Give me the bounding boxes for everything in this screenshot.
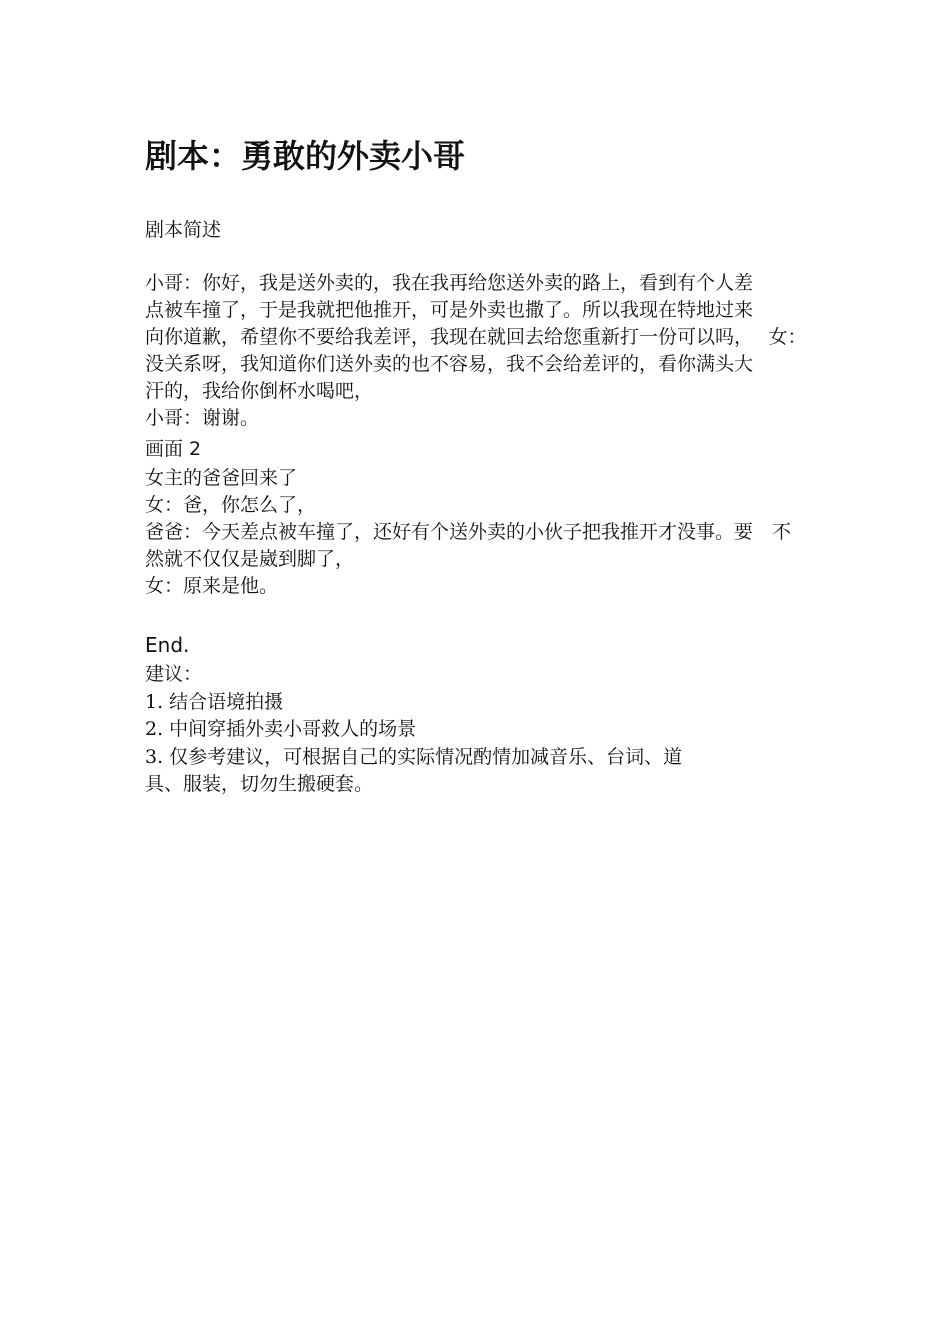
- suggestion-item: 具、服装，切勿生搬硬套。: [145, 773, 374, 795]
- suggestion-item: 2. 中间穿插外卖小哥救人的场景: [145, 718, 417, 740]
- scene-heading: 画面 2: [145, 438, 202, 460]
- script-line: 然就不仅仅是崴到脚了，: [145, 548, 355, 570]
- script-line: 汗的，我给你倒杯水喝吧，: [145, 380, 374, 402]
- suggestion-item: 1. 结合语境拍摄: [145, 691, 284, 713]
- script-line: 女：原来是他。: [145, 575, 279, 597]
- script-line: 小哥：谢谢。: [145, 407, 260, 429]
- suggestion-label: 建议：: [145, 663, 203, 685]
- script-line: 爸爸：今天差点被车撞了，还好有个送外卖的小伙子把我推开才没事。要 不: [145, 521, 792, 543]
- summary-label: 剧本简述: [145, 219, 222, 241]
- end-marker: End.: [145, 633, 190, 657]
- script-line: 女：爸，你怎么了，: [145, 494, 317, 516]
- script-line: 向你道歉，希望你不要给我差评，我现在就回去给您重新打一份可以吗， 女：: [145, 326, 807, 348]
- document-title: 剧本：勇敢的外卖小哥: [145, 137, 466, 175]
- suggestion-item: 3. 仅参考建议，可根据自己的实际情况酌情加减音乐、台词、道: [145, 746, 683, 768]
- script-line: 点被车撞了，于是我就把他推开，可是外卖也撒了。所以我现在特地过来: [145, 299, 754, 321]
- script-line: 没关系呀，我知道你们送外卖的也不容易，我不会给差评的，看你满头大: [145, 353, 754, 375]
- script-line: 女主的爸爸回来了: [145, 467, 298, 489]
- script-line: 小哥：你好，我是送外卖的，我在我再给您送外卖的路上，看到有个人差: [145, 272, 754, 294]
